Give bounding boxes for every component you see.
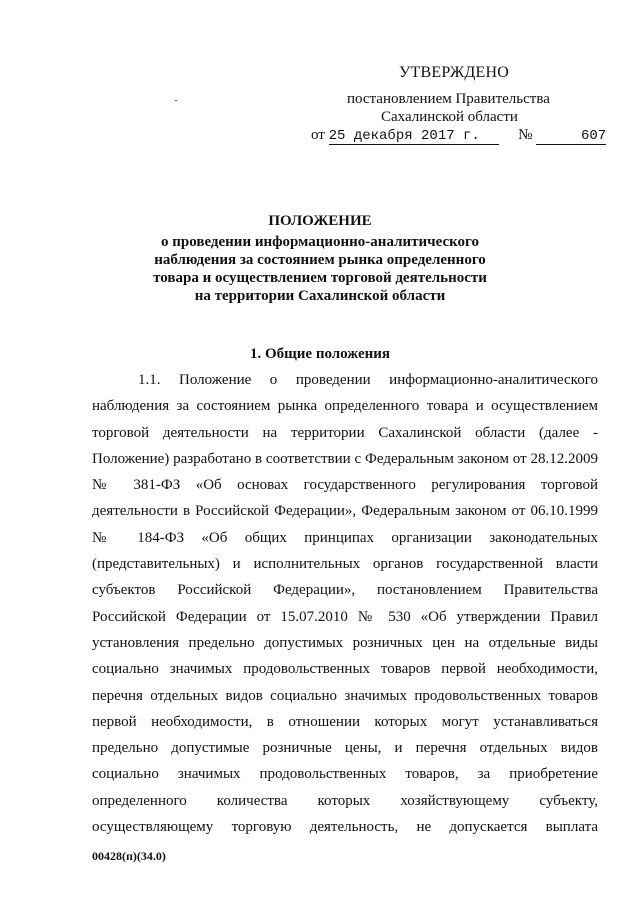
- paragraph-line: социально значимых продовольственных товаров первой необходимости,: [92, 661, 598, 678]
- approval-date: 25 декабря 2017 г.: [329, 128, 499, 145]
- paragraph-line: первой необходимости, в отношении которых могут устанавливаться: [92, 713, 598, 730]
- paragraph-line: № 184-ФЗ «Об общих принципах организации законодательных: [92, 529, 598, 546]
- paragraph-line: наблюдения за состоянием рынка определенного товара и осуществлением: [92, 398, 598, 415]
- paragraph-line: определенного количества которых хозяйствующему субъекту,: [92, 792, 598, 809]
- document-subtitle-line-1: о проведении информационно-аналитического: [161, 234, 479, 250]
- paragraph-line: торговой деятельности на территории Сахалинской области (далее -: [92, 424, 598, 441]
- document-subtitle-line-2: наблюдения за состоянием рынка определенного: [154, 252, 486, 268]
- document-subtitle-line-3: товара и осуществлением торговой деятельности: [153, 270, 487, 286]
- document-subtitle-line-4: на территории Сахалинской области: [194, 288, 446, 304]
- paragraph-line: предельно допустимые розничные цены, и перечня отдельных видов: [92, 740, 598, 757]
- approval-date-row: [311, 127, 606, 145]
- body-paragraph: [92, 367, 598, 840]
- paragraph-line: Российской Федерации от 15.07.2010 № 530 «Об утверждении Правил: [92, 608, 598, 625]
- paragraph-line: социально значимых продовольственных товаров, за приобретение: [92, 766, 598, 783]
- approval-number: 607: [536, 128, 606, 145]
- paragraph-line: (представительных) и исполнительных органов государственной власти: [92, 556, 598, 573]
- approval-from-prefix: от: [311, 127, 325, 143]
- document-title: ПОЛОЖЕНИЕ: [268, 213, 372, 229]
- approval-line-1: постановлением Правительства: [347, 91, 550, 107]
- approval-line-2: Сахалинской области: [381, 109, 518, 125]
- paragraph-line: осуществляющему торговую деятельность, не допускается выплата: [92, 819, 598, 836]
- paragraph-line: № 381-ФЗ «Об основах государственного регулирования торговой: [92, 477, 598, 494]
- paragraph-line: 1.1. Положение о проведении информационно-аналитического: [138, 372, 598, 388]
- document-code: 00428(п)(34.0): [92, 849, 166, 863]
- scan-speck: [175, 100, 177, 101]
- paragraph-line: установления предельно допустимых розничных цен на отдельные виды: [92, 634, 598, 651]
- paragraph-line: субъектов Российской Федерации», постановлением Правительства: [92, 582, 598, 599]
- paragraph-line: деятельности в Российской Федерации», Федеральным законом от 06.10.1999: [92, 503, 598, 520]
- section-title: 1. Общие положения: [249, 346, 391, 362]
- approval-number-sign: №: [518, 127, 533, 143]
- approval-title: УТВЕРЖДЕНО: [399, 64, 510, 81]
- paragraph-line: перечня отдельных видов социально значимых продовольственных товаров: [92, 687, 598, 704]
- paragraph-line: Положение) разработано в соответствии с Федеральным законом от 28.12.2009: [92, 450, 598, 467]
